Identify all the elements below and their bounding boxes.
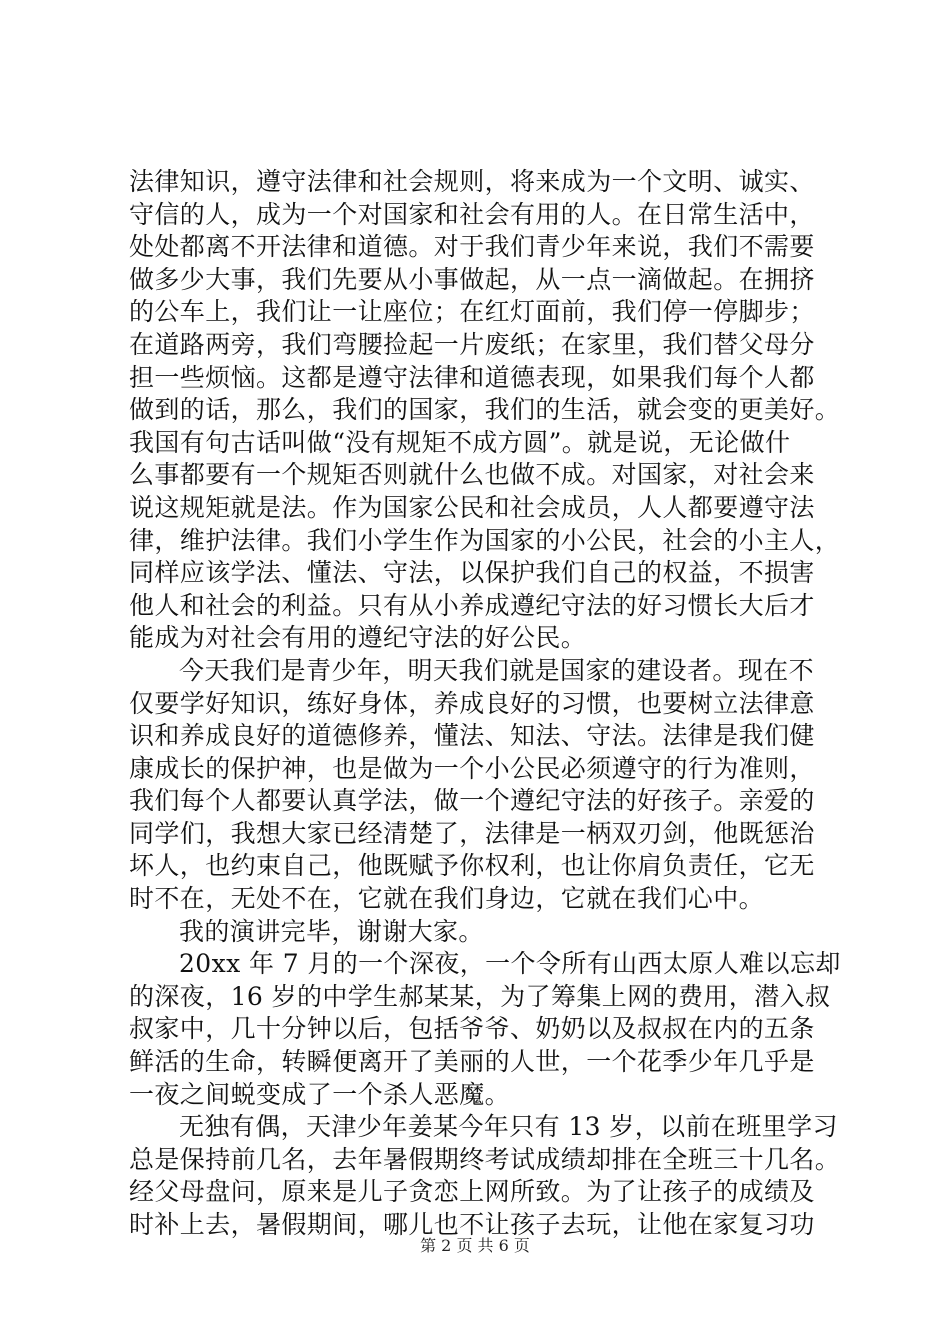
page-footer: 第 2 页 共 6 页	[420, 1236, 530, 1255]
text-line: 同学们，我想大家已经清楚了，法律是一柄双刃剑，他既惩治	[129, 818, 815, 848]
text-line: 担一些烦恼。这都是遵守法律和道德表现，如果我们每个人都	[129, 362, 815, 392]
text-line: 律，维护法律。我们小学生作为国家的小公民，社会的小主人，	[129, 525, 841, 555]
text-line: 法律知识，遵守法律和社会规则，将来成为一个文明、诚实、	[129, 167, 815, 196]
text-line: 无独有偶，天津少年姜某今年只有 13 岁，以前在班里学习	[179, 1112, 838, 1142]
document-body	[129, 166, 839, 1242]
text-line: 总是保持前几名，去年暑假期终考试成绩却排在全班三十几名。	[129, 1144, 841, 1174]
text-line: 时不在，无处不在，它就在我们身边，它就在我们心中。	[129, 884, 765, 914]
text-line: 我的演讲完毕，谢谢大家。	[179, 916, 484, 946]
text-line: 在道路两旁，我们弯腰捡起一片废纸；在家里，我们替父母分	[129, 329, 815, 359]
text-line: 的公车上，我们让一让座位；在红灯面前，我们停一停脚步；	[129, 297, 815, 327]
text-line: 做到的话，那么，我们的国家，我们的生活，就会变的更美好。	[129, 395, 841, 425]
text-line: 今天我们是青少年，明天我们就是国家的建设者。现在不	[179, 655, 815, 685]
text-line: 的深夜，16 岁的中学生郝某某，为了筹集上网的费用，潜入叔	[129, 981, 831, 1011]
text-line: 我国有句古话叫做“没有规矩不成方圆”。就是说，无论做什	[129, 427, 791, 457]
text-line: 鲜活的生命，转瞬便离开了美丽的人世，一个花季少年几乎是	[129, 1047, 815, 1077]
text-line: 识和养成良好的道德修养，懂法、知法、守法。法律是我们健	[129, 721, 815, 751]
text-line: 康成长的保护神，也是做为一个小公民必须遵守的行为准则，	[129, 753, 815, 783]
text-line: 坏人，也约束自己，他既赋予你权利，也让你肩负责任，它无	[129, 851, 815, 881]
text-line: 说这规矩就是法。作为国家公民和社会成员，人人都要遵守法	[129, 492, 815, 522]
text-line: 么事都要有一个规矩否则就什么也做不成。对国家，对社会来	[129, 460, 815, 490]
text-line: 仅要学好知识，练好身体，养成良好的习惯，也要树立法律意	[129, 688, 815, 718]
text-line: 能成为对社会有用的遵纪守法的好公民。	[129, 623, 587, 653]
text-line: 叔家中，几十分钟以后，包括爷爷、奶奶以及叔叔在内的五条	[129, 1014, 815, 1044]
text-line: 他人和社会的利益。只有从小养成遵纪守法的好习惯长大后才	[129, 590, 815, 620]
text-line: 20xx 年 7 月的一个深夜，一个令所有山西太原人难以忘却	[179, 949, 841, 979]
text-line: 同样应该学法、懂法、守法，以保护我们自己的权益，不损害	[129, 558, 815, 588]
text-line: 做多少大事，我们先要从小事做起，从一点一滴做起。在拥挤	[129, 264, 815, 294]
text-line: 一夜之间蜕变成了一个杀人恶魔。	[129, 1079, 511, 1109]
text-line: 时补上去，暑假期间，哪儿也不让孩子去玩，让他在家复习功	[129, 1210, 815, 1239]
text-line: 处处都离不开法律和道德。对于我们青少年来说，我们不需要	[129, 232, 815, 262]
text-line: 守信的人，成为一个对国家和社会有用的人。在日常生活中，	[129, 199, 815, 229]
text-line: 我们每个人都要认真学法，做一个遵纪守法的好孩子。亲爱的	[129, 786, 815, 816]
text-line: 经父母盘问，原来是儿子贪恋上网所致。为了让孩子的成绩及	[129, 1177, 815, 1207]
